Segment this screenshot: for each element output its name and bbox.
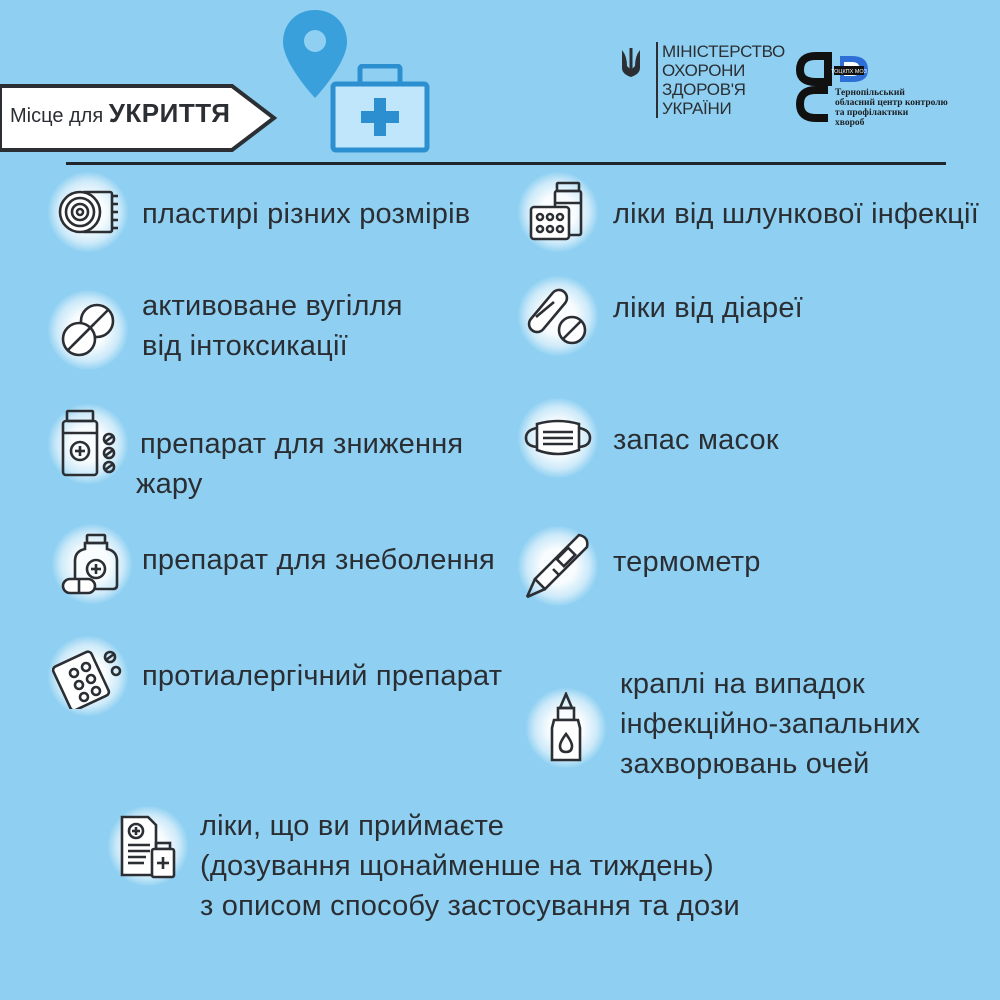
item-plasters <box>142 194 470 234</box>
bandage-roll-icon <box>48 172 128 252</box>
dropper-bottle-icon <box>526 688 606 768</box>
prescription-icon <box>108 806 188 886</box>
item-own-meds <box>200 806 740 926</box>
item-fever <box>136 424 464 504</box>
ministry-line: ОХОРОНИ <box>662 61 746 80</box>
tablets-icon <box>48 290 128 370</box>
shelter-badge-label <box>10 98 230 129</box>
first-aid-kit-icon <box>330 64 430 159</box>
badge-prefix: Місце для <box>10 105 104 127</box>
item-eye-drops <box>620 664 920 784</box>
item-line: з описом способу застосування та дози <box>200 890 740 922</box>
item-line: запас масок <box>613 424 779 456</box>
item-line: (дозування щонайменше на тиждень) <box>200 850 714 882</box>
center-line: Тернопільський <box>835 88 905 98</box>
ukraine-trident-logo <box>618 46 644 85</box>
item-line: захворювань очей <box>620 748 870 780</box>
item-line: від інтоксикації <box>142 330 348 362</box>
item-charcoal <box>142 286 403 366</box>
blister-pack-icon <box>48 636 128 716</box>
item-line: ліки від шлункової інфекції <box>613 198 979 230</box>
thermometer-icon <box>518 526 598 606</box>
ministry-line: УКРАЇНИ <box>662 99 732 118</box>
badge-main: УКРИТТЯ <box>108 98 231 128</box>
pill-jar-icon <box>518 172 598 252</box>
regional-center-name <box>835 88 995 128</box>
center-line: та профілактики <box>835 108 909 118</box>
item-line: інфекційно-запальних <box>620 708 921 740</box>
ministry-line: МІНІСТЕРСТВО <box>662 42 785 61</box>
center-line: хвороб <box>835 118 865 128</box>
item-line: ліки від діареї <box>613 292 803 324</box>
item-line: жару <box>136 468 203 500</box>
item-stomach <box>613 194 979 234</box>
ministry-name <box>656 42 785 118</box>
medicine-bottle-icon <box>48 404 128 484</box>
item-line: термометр <box>613 546 761 578</box>
item-diarrhea <box>613 288 803 328</box>
bottle-pill-icon <box>52 524 132 604</box>
item-antiallergic <box>142 656 502 696</box>
item-line: активоване вугілля <box>142 290 403 322</box>
item-line: ліки, що ви приймаєте <box>200 810 505 842</box>
capsule-pill-icon <box>518 276 598 356</box>
item-line: препарат для зниження <box>140 428 464 460</box>
item-line: краплі на випадок <box>620 668 865 700</box>
face-mask-icon <box>518 398 598 478</box>
item-line: протиалергічний препарат <box>142 660 503 692</box>
ministry-line: ЗДОРОВ'Я <box>662 80 746 99</box>
center-line: обласний центр контролю <box>835 98 948 108</box>
item-masks <box>613 420 779 460</box>
item-thermometer <box>613 542 761 582</box>
item-line: препарат для знеболення <box>142 544 495 576</box>
item-pain <box>142 540 495 580</box>
item-line: пластирі різних розмірів <box>142 198 471 230</box>
center-badge-text: ТОЦКПХ МОЗ <box>831 69 867 75</box>
header-divider <box>66 162 946 165</box>
